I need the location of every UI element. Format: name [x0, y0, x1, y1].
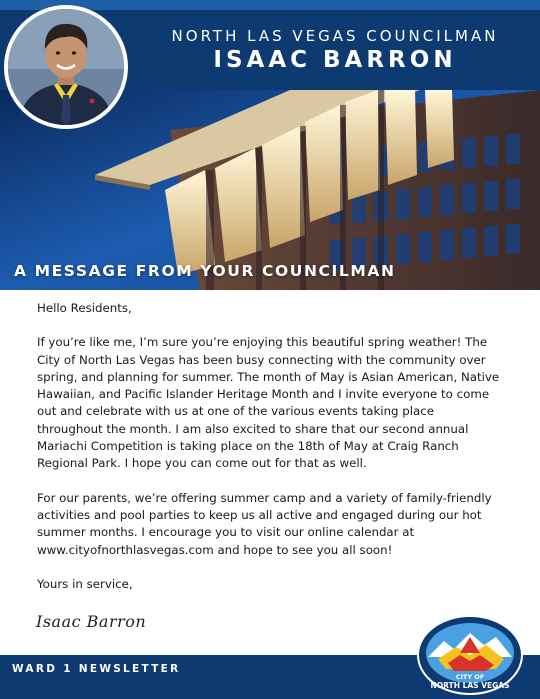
letter-body [37, 300, 503, 593]
signature: Isaac Barron [36, 612, 147, 631]
message-banner: A MESSAGE FROM YOUR COUNCILMAN [14, 262, 396, 280]
letter-paragraph-2: For our parents, we’re offering summer camp and a variety of family-friendly activities and pool parties to keep us all active and engaged during our hot summer months. I encourage you to visit our online calendar at www.cityofnorthlasvegas.com and hope to see you all soon! [37, 490, 492, 557]
logo-line-2: NORTH LAS VEGAS [430, 681, 510, 690]
letter-greeting: Hello Residents, [37, 301, 132, 315]
header-subtitle: NORTH LAS VEGAS COUNCILMAN [171, 27, 499, 45]
logo-line-1: CITY OF [455, 673, 485, 681]
footer-label: WARD 1 NEWSLETTER [12, 663, 181, 675]
header-name: ISAAC BARRON [213, 47, 457, 73]
portrait-illustration [8, 9, 124, 125]
letter-closing: Yours in service, [37, 576, 133, 591]
letter-paragraph-1: If you’re like me, I’m sure you’re enjoying this beautiful spring weather! The City of North Las Vegas has been busy connecting with the community over spring, and planning for summer. The month of May is Asian American, Native Hawaiian, and Pacific Islander Heritage Month and I invite everyone to come out and celebrate with us at one of the various events taking place throughout the month. I am also excited to share that our second annual Mariachi Competition is taking place on the 18th of May at Craig Ranch Regional Park. I hope you can come out for that as well. [37, 335, 500, 471]
city-logo-icon [416, 615, 524, 695]
councilman-portrait [4, 5, 128, 129]
city-logo [416, 615, 524, 695]
